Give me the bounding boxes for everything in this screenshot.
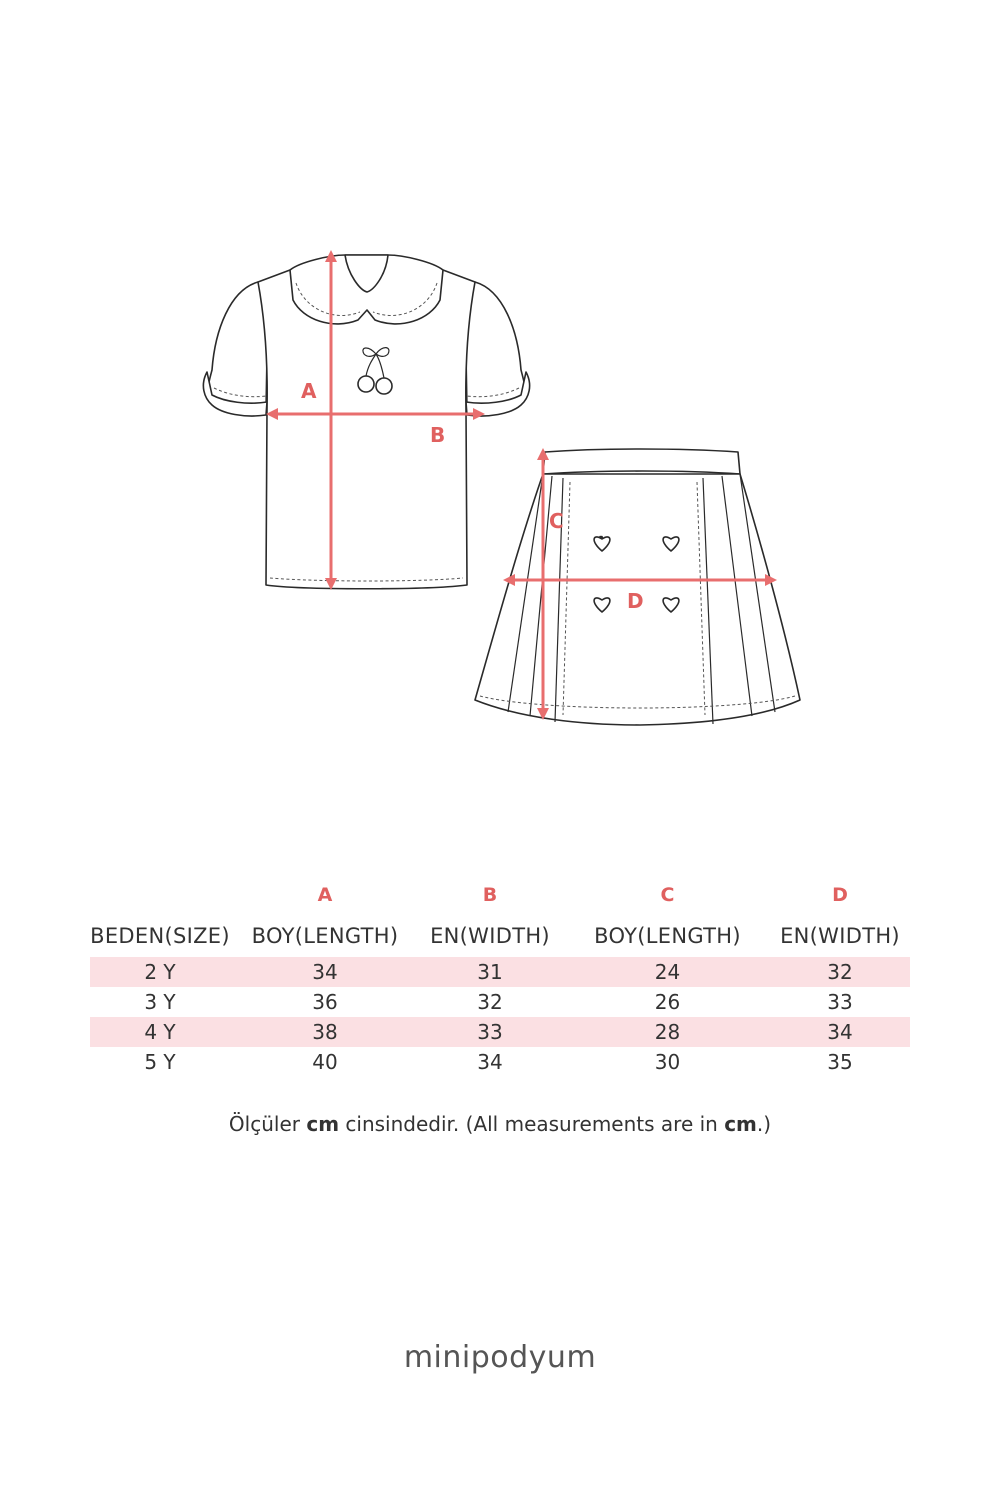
value-cell: 31 (477, 960, 503, 984)
value-cell: 34 (312, 960, 338, 984)
measure-b-label: B (430, 423, 446, 447)
value-cell: 30 (654, 1050, 681, 1074)
table-row (90, 987, 910, 1017)
blouse-drawing (203, 255, 529, 589)
value-cell: 34 (827, 1020, 853, 1044)
value-cell: 35 (827, 1050, 853, 1074)
value-cell: 24 (654, 960, 681, 984)
measure-a-label: A (301, 379, 317, 403)
note-text: cinsindedir. (All measurements are in (339, 1112, 725, 1136)
column-letter-b: B (482, 884, 498, 906)
measure-letter-row (90, 875, 910, 915)
column-letter-c: C (660, 884, 675, 906)
value-cell: 26 (654, 990, 681, 1014)
value-cell: 32 (827, 960, 853, 984)
header-skirt-length: BOY(LENGTH) (594, 924, 741, 948)
note-text: Ölçüler (228, 1112, 307, 1136)
brand-logo (0, 1340, 1000, 1375)
table-row (90, 1047, 910, 1077)
size-cell: 5 Y (144, 1050, 176, 1074)
header-size: BEDEN(SIZE) (90, 924, 230, 948)
value-cell: 33 (827, 990, 853, 1014)
measure-c-label: C (549, 509, 564, 533)
header-skirt-width: EN(WIDTH) (780, 924, 900, 948)
header-top-width: EN(WIDTH) (430, 924, 550, 948)
size-chart-table (90, 875, 910, 1077)
note-text: .) (756, 1112, 772, 1136)
skirt-drawing (475, 449, 800, 725)
table-row (90, 1017, 910, 1047)
column-letter-d: D (832, 884, 848, 906)
value-cell: 33 (477, 1020, 503, 1044)
value-cell: 34 (477, 1050, 503, 1074)
value-cell: 38 (312, 1020, 338, 1044)
brand-wordmark: minipodyum (403, 1340, 597, 1375)
value-cell: 36 (312, 990, 338, 1014)
value-cell: 28 (654, 1020, 681, 1044)
size-cell: 4 Y (144, 1020, 176, 1044)
header-top-length: BOY(LENGTH) (251, 924, 399, 948)
note-unit: cm (724, 1112, 757, 1136)
value-cell: 32 (477, 990, 503, 1014)
value-cell: 40 (312, 1050, 338, 1074)
size-cell: 2 Y (144, 960, 176, 984)
size-cell: 3 Y (144, 990, 176, 1014)
table-row (90, 957, 910, 987)
table-header-row (90, 915, 910, 957)
column-letter-a: A (317, 884, 333, 906)
measure-d-label: D (627, 589, 644, 613)
note-unit: cm (306, 1112, 340, 1136)
measurement-unit-note (0, 1112, 1000, 1136)
